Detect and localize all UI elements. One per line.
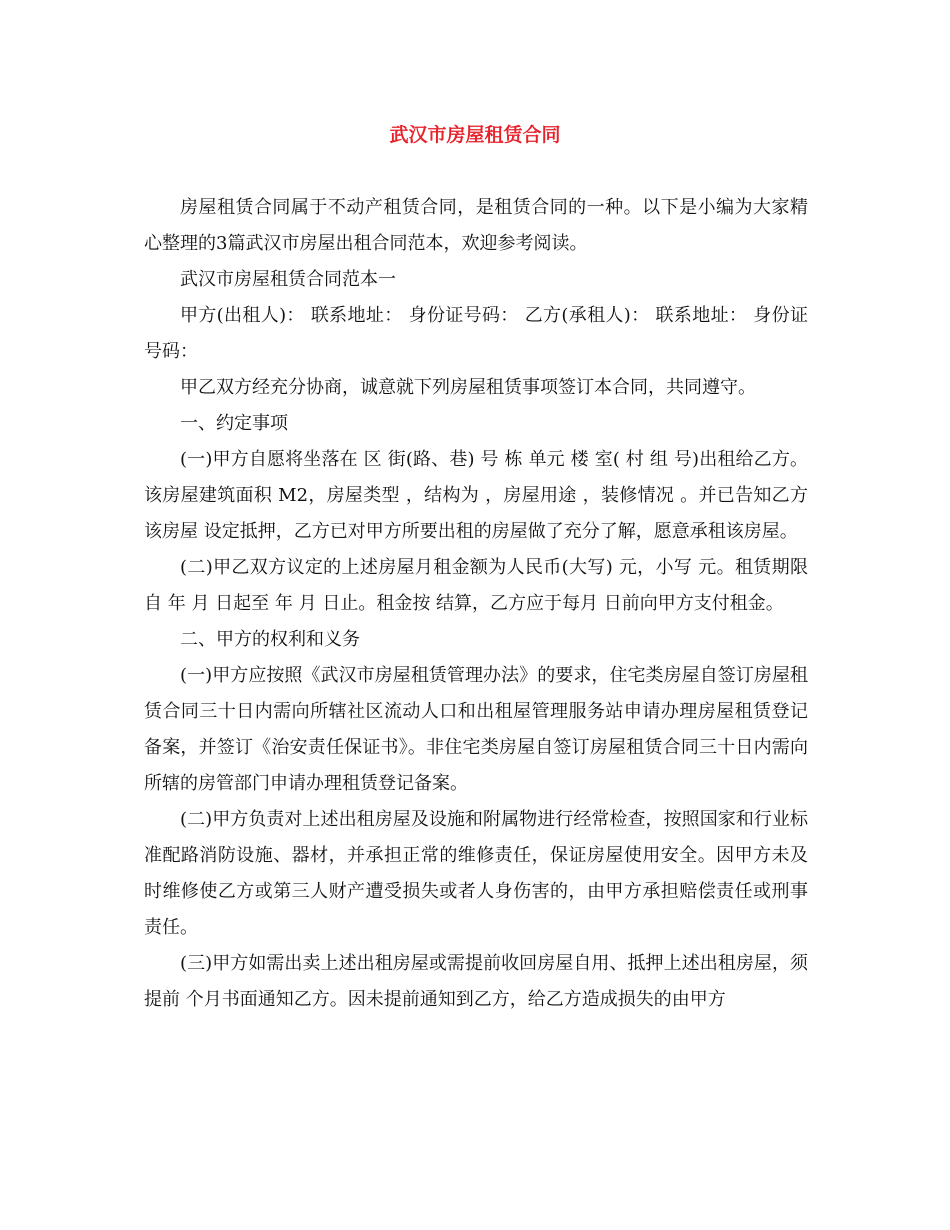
- paragraph-sample-heading: 武汉市房屋租赁合同范本一: [180, 269, 396, 290]
- section-heading-terms: 一、约定事项: [180, 413, 288, 434]
- document-body: [144, 190, 808, 1018]
- paragraph-term-1: (一)甲方自愿将坐落在 区 街(路、巷) 号 栋 单元 楼 室( 村 组 号)出租给乙方。该房屋建筑面积 M2，房屋类型 ，结构为 ，房屋用途 ，装修情况 。并已告知乙方该房屋 设定抵押，乙方已对甲方所要出租的房屋做了充分了解，愿意承租该房屋。: [144, 449, 808, 542]
- paragraph-parties: 甲方(出租人)： 联系地址： 身份证号码： 乙方(承租人)： 联系地址： 身份证号码：: [144, 305, 808, 362]
- paragraph-agreement: 甲乙双方经充分协商，诚意就下列房屋租赁事项签订本合同，共同遵守。: [180, 377, 756, 398]
- paragraph-landlord-3: (三)甲方如需出卖上述出租房屋或需提前收回房屋自用、抵押上述出租房屋，须提前 个月书面通知乙方。因未提前通知到乙方，给乙方造成损失的由甲方: [144, 953, 808, 1010]
- document-title: 武汉市房屋租赁合同: [389, 124, 561, 146]
- paragraph-intro: 房屋租赁合同属于不动产租赁合同，是租赁合同的一种。以下是小编为大家精心整理的3篇武汉市房屋出租合同范本，欢迎参考阅读。: [144, 197, 808, 254]
- section-heading-landlord-rights: 二、甲方的权利和义务: [180, 629, 360, 650]
- paragraph-landlord-1: (一)甲方应按照《武汉市房屋租赁管理办法》的要求，住宅类房屋自签订房屋租赁合同三十日内需向所辖社区流动人口和出租屋管理服务站申请办理房屋租赁登记备案，并签订《治安责任保证书》。非住宅类房屋自签订房屋租赁合同三十日内需向所辖的房管部门申请办理租赁登记备案。: [144, 665, 808, 794]
- paragraph-landlord-2: (二)甲方负责对上述出租房屋及设施和附属物进行经常检查，按照国家和行业标准配路消防设施、器材，并承担正常的维修责任，保证房屋使用安全。因甲方未及时维修使乙方或第三人财产遭受损失或者人身伤害的，由甲方承担赔偿责任或刑事责任。: [144, 809, 808, 938]
- paragraph-term-2: (二)甲乙双方议定的上述房屋月租金额为人民币(大写) 元，小写 元。租赁期限自 年 月 日起至 年 月 日止。租金按 结算，乙方应于每月 日前向甲方支付租金。: [144, 557, 808, 614]
